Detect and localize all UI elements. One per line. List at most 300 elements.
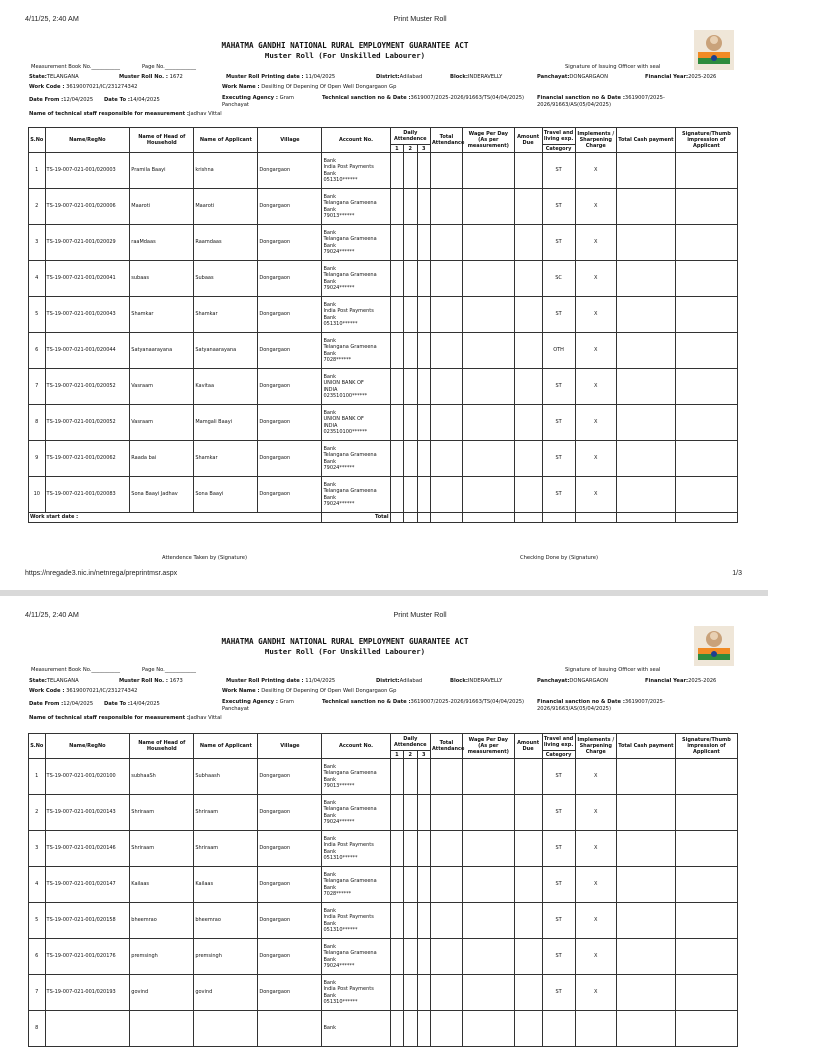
account-line: India Post Payments xyxy=(323,164,374,171)
account-line: Bank xyxy=(323,908,337,915)
row-category: ST xyxy=(542,189,575,225)
print-timestamp: 4/11/25, 2:40 AM xyxy=(25,610,79,619)
row-implements: X xyxy=(575,441,616,477)
col-amount: Amount Due xyxy=(514,734,542,759)
account-line: UNION BANK OF xyxy=(323,416,364,423)
row-implements: X xyxy=(575,795,616,831)
row-implements: X xyxy=(575,369,616,405)
executing-agency-field: Executing Agency : Gram Panchayat xyxy=(222,95,294,108)
row-total-attendance xyxy=(430,441,462,477)
row-sno: 8 xyxy=(29,1011,46,1047)
print-page-title: Print Muster Roll xyxy=(393,14,447,23)
account-line: Bank xyxy=(323,812,337,819)
row-wage xyxy=(462,795,514,831)
row-day-2 xyxy=(404,795,417,831)
row-head-of-household: premsingh xyxy=(130,939,194,975)
row-total-attendance xyxy=(430,903,462,939)
row-implements: X xyxy=(575,975,616,1011)
row-cash xyxy=(616,795,675,831)
col-name-reg: Name/RegNo xyxy=(45,734,130,759)
row-applicant: Kailaas xyxy=(194,867,258,903)
account-line: Telangana Grameena xyxy=(323,488,377,495)
row-day-2 xyxy=(404,903,417,939)
account-line: Bank xyxy=(323,980,337,987)
block-field: Block:INDERAVELLY xyxy=(450,74,503,80)
work-name-field: Work Name : Desilting Of Depening Of Open Well Dongargaon Gp xyxy=(222,688,397,694)
issuing-officer-signature: Signature of Issuing Officer with seal xyxy=(565,667,661,673)
row-wage xyxy=(462,1011,514,1047)
row-applicant: Raamdaas xyxy=(194,225,258,261)
panchayat-field: Panchayat:DONGARGAON xyxy=(537,678,608,684)
row-implements: X xyxy=(575,189,616,225)
row-amount xyxy=(514,1011,542,1047)
table-row xyxy=(29,153,738,189)
row-total-attendance xyxy=(430,225,462,261)
financial-year-field: Financial Year:2025-2026 xyxy=(645,678,717,684)
work-name-field: Work Name : Desilting Of Depening Of Open Well Dongargaon Gp xyxy=(222,84,397,90)
row-day-1 xyxy=(390,153,403,189)
row-applicant: Subhaash xyxy=(194,759,258,795)
row-signature xyxy=(675,261,737,297)
row-wage xyxy=(462,261,514,297)
col-day-3: 3 xyxy=(417,145,430,153)
row-reg-no: TS-19-007-021-001/020158 xyxy=(45,903,130,939)
table-row xyxy=(29,477,738,513)
row-account xyxy=(322,405,390,441)
row-applicant: Satyanaarayana xyxy=(194,333,258,369)
col-category: Category xyxy=(542,751,575,759)
row-head-of-household: Vasraam xyxy=(130,369,194,405)
col-cash: Total Cash payment xyxy=(616,734,675,759)
account-line: Bank xyxy=(323,494,337,501)
row-total-attendance xyxy=(430,1011,462,1047)
account-line: 051310****** xyxy=(323,998,358,1005)
row-total-attendance xyxy=(430,939,462,975)
row-implements: X xyxy=(575,261,616,297)
row-category: ST xyxy=(542,297,575,333)
total-label: Total xyxy=(322,513,390,523)
row-day-1 xyxy=(390,369,403,405)
account-line: Bank xyxy=(323,944,337,951)
col-cash: Total Cash payment xyxy=(616,128,675,153)
account-line: 051310****** xyxy=(323,320,358,327)
row-amount xyxy=(514,795,542,831)
row-sno: 2 xyxy=(29,189,46,225)
account-line: Telangana Grameena xyxy=(323,200,377,207)
row-applicant: premsingh xyxy=(194,939,258,975)
row-reg-no: TS-19-007-021-001/020044 xyxy=(45,333,130,369)
row-cash xyxy=(616,441,675,477)
row-head-of-household: bheemrao xyxy=(130,903,194,939)
row-day-2 xyxy=(404,225,417,261)
row-head-of-household: Pramila Baayi xyxy=(130,153,194,189)
col-signature: Signature/Thumb impression of Applicant xyxy=(675,128,737,153)
table-row xyxy=(29,261,738,297)
row-reg-no: TS-19-007-021-001/020146 xyxy=(45,831,130,867)
row-cash xyxy=(616,297,675,333)
row-village: Dongargaon xyxy=(258,405,322,441)
row-applicant xyxy=(194,1011,258,1047)
row-signature xyxy=(675,441,737,477)
row-cash xyxy=(616,477,675,513)
row-sno: 6 xyxy=(29,939,46,975)
col-implements: Implements / Sharpening Charge xyxy=(575,734,616,759)
account-line: Bank xyxy=(323,884,337,891)
table-row xyxy=(29,939,738,975)
row-day-3 xyxy=(417,903,430,939)
account-line: Telangana Grameena xyxy=(323,344,377,351)
row-cash xyxy=(616,831,675,867)
row-reg-no: TS-19-007-021-001/020176 xyxy=(45,939,130,975)
date-from-field: Date From :12/04/2025 xyxy=(29,97,94,103)
row-account xyxy=(322,225,390,261)
account-line: India Post Payments xyxy=(323,914,374,921)
row-signature xyxy=(675,369,737,405)
row-village: Dongargaon xyxy=(258,441,322,477)
col-travel: Travel and living exp. xyxy=(542,734,575,751)
row-village xyxy=(258,1011,322,1047)
row-sno: 7 xyxy=(29,975,46,1011)
row-reg-no: TS-19-007-021-001/020041 xyxy=(45,261,130,297)
table-row xyxy=(29,441,738,477)
row-head-of-household: Shamkar xyxy=(130,297,194,333)
row-wage xyxy=(462,297,514,333)
row-category: ST xyxy=(542,153,575,189)
table-row xyxy=(29,867,738,903)
col-total-attendance: Total Attendance xyxy=(430,734,462,759)
table-row xyxy=(29,189,738,225)
row-account xyxy=(322,1011,390,1047)
row-implements: X xyxy=(575,297,616,333)
row-wage xyxy=(462,975,514,1011)
row-account xyxy=(322,441,390,477)
row-signature xyxy=(675,759,737,795)
account-line: Bank xyxy=(323,338,337,345)
row-amount xyxy=(514,297,542,333)
row-day-3 xyxy=(417,297,430,333)
row-amount xyxy=(514,405,542,441)
block-field: Block:INDERAVELLY xyxy=(450,678,503,684)
row-total-attendance xyxy=(430,867,462,903)
row-wage xyxy=(462,903,514,939)
row-amount xyxy=(514,903,542,939)
row-category: ST xyxy=(542,903,575,939)
row-account xyxy=(322,261,390,297)
row-implements: X xyxy=(575,759,616,795)
account-line: Bank xyxy=(323,302,337,309)
account-line: Bank xyxy=(323,458,337,465)
row-day-2 xyxy=(404,261,417,297)
account-line: INDIA xyxy=(323,422,338,429)
panchayat-field: Panchayat:DONGARGAON xyxy=(537,74,608,80)
row-signature xyxy=(675,333,737,369)
account-line: India Post Payments xyxy=(323,986,374,993)
row-signature xyxy=(675,225,737,261)
print-page-2 xyxy=(0,596,768,1032)
date-from-field: Date From :12/04/2025 xyxy=(29,701,94,707)
account-line: Telangana Grameena xyxy=(323,878,377,885)
date-to-field: Date To :14/04/2025 xyxy=(104,97,160,103)
row-category: ST xyxy=(542,975,575,1011)
row-sno: 3 xyxy=(29,225,46,261)
account-line: 79013****** xyxy=(323,782,355,789)
row-reg-no: TS-19-007-021-001/020052 xyxy=(45,369,130,405)
financial-sanction-field: Financial sanction no & Date :3619007/2025-2026/91663/AS(05/04/2025) xyxy=(537,95,665,108)
row-applicant: govind xyxy=(194,975,258,1011)
row-wage xyxy=(462,189,514,225)
col-name-reg: Name/RegNo xyxy=(45,128,130,153)
row-sno: 3 xyxy=(29,831,46,867)
account-line: 79024****** xyxy=(323,284,355,291)
row-cash xyxy=(616,903,675,939)
account-line: Bank xyxy=(323,872,337,879)
account-line: 051310****** xyxy=(323,176,358,183)
row-cash xyxy=(616,405,675,441)
row-head-of-household: Kailaas xyxy=(130,867,194,903)
row-category: ST xyxy=(542,759,575,795)
district-field: District:Adilabad xyxy=(376,678,423,684)
row-day-3 xyxy=(417,189,430,225)
row-applicant: Shamkar xyxy=(194,297,258,333)
account-line: Bank xyxy=(323,776,337,783)
row-account xyxy=(322,477,390,513)
row-category: ST xyxy=(542,441,575,477)
account-line: Bank xyxy=(323,314,337,321)
account-line: Bank xyxy=(323,278,337,285)
account-line: Bank xyxy=(323,848,337,855)
col-head: Name of Head of Household xyxy=(130,734,194,759)
state-field: State:TELANGANA xyxy=(29,74,79,80)
row-wage xyxy=(462,441,514,477)
row-head-of-household: subhaaSh xyxy=(130,759,194,795)
row-day-3 xyxy=(417,261,430,297)
account-line: Bank xyxy=(323,956,337,963)
measurement-book: Measurement Book No.___________ xyxy=(31,667,120,673)
row-sno: 2 xyxy=(29,795,46,831)
account-line: Telangana Grameena xyxy=(323,236,377,243)
account-line: 023510100****** xyxy=(323,392,368,399)
row-implements xyxy=(575,1011,616,1047)
table-row xyxy=(29,903,738,939)
row-signature xyxy=(675,867,737,903)
account-line: Bank xyxy=(323,992,337,999)
row-signature xyxy=(675,939,737,975)
row-total-attendance xyxy=(430,261,462,297)
row-signature xyxy=(675,405,737,441)
row-applicant: bheemrao xyxy=(194,903,258,939)
row-head-of-household: Raada bai xyxy=(130,441,194,477)
attendance-signature: Attendence Taken by (Signature) xyxy=(162,555,247,561)
print-timestamp: 4/11/25, 2:40 AM xyxy=(25,14,79,23)
row-category xyxy=(542,1011,575,1047)
row-day-1 xyxy=(390,903,403,939)
col-signature: Signature/Thumb impression of Applicant xyxy=(675,734,737,759)
row-total-attendance xyxy=(430,975,462,1011)
col-amount: Amount Due xyxy=(514,128,542,153)
row-day-2 xyxy=(404,369,417,405)
account-line: India Post Payments xyxy=(323,842,374,849)
col-day-3: 3 xyxy=(417,751,430,759)
row-village: Dongargaon xyxy=(258,297,322,333)
account-line: Telangana Grameena xyxy=(323,452,377,459)
row-head-of-household: Vasraam xyxy=(130,405,194,441)
col-daily-attendance: Daily Attendence xyxy=(390,734,430,751)
account-line: Bank xyxy=(323,158,337,165)
col-implements: Implements / Sharpening Charge xyxy=(575,128,616,153)
muster-no-field: Muster Roll No. : 1673 xyxy=(119,678,183,684)
account-line: Bank xyxy=(323,410,337,417)
row-amount xyxy=(514,153,542,189)
row-village: Dongargaon xyxy=(258,867,322,903)
account-line: Bank xyxy=(323,482,337,489)
row-category: ST xyxy=(542,405,575,441)
page-no: Page No.____________ xyxy=(142,64,196,70)
row-sno: 1 xyxy=(29,759,46,795)
row-category: ST xyxy=(542,477,575,513)
row-day-3 xyxy=(417,333,430,369)
col-applicant: Name of Applicant xyxy=(194,128,258,153)
row-total-attendance xyxy=(430,333,462,369)
account-line: Bank xyxy=(323,836,337,843)
row-cash xyxy=(616,261,675,297)
row-cash xyxy=(616,225,675,261)
row-day-1 xyxy=(390,975,403,1011)
row-sno: 4 xyxy=(29,261,46,297)
account-line: Bank xyxy=(323,242,337,249)
row-village: Dongargaon xyxy=(258,831,322,867)
row-wage xyxy=(462,939,514,975)
row-applicant: Shriraam xyxy=(194,831,258,867)
row-day-1 xyxy=(390,831,403,867)
row-amount xyxy=(514,867,542,903)
muster-roll-table xyxy=(28,733,738,1047)
col-village: Village xyxy=(258,734,322,759)
row-cash xyxy=(616,333,675,369)
row-village: Dongargaon xyxy=(258,903,322,939)
row-day-3 xyxy=(417,477,430,513)
account-line: UNION BANK OF xyxy=(323,380,364,387)
row-day-2 xyxy=(404,441,417,477)
col-category: Category xyxy=(542,145,575,153)
row-account xyxy=(322,939,390,975)
date-to-field: Date To :14/04/2025 xyxy=(104,701,160,707)
col-sno: S.No xyxy=(29,128,46,153)
row-sno: 4 xyxy=(29,867,46,903)
row-amount xyxy=(514,831,542,867)
row-village: Dongargaon xyxy=(258,795,322,831)
row-sno: 9 xyxy=(29,441,46,477)
row-implements: X xyxy=(575,405,616,441)
row-implements: X xyxy=(575,867,616,903)
checking-signature: Checking Done by (Signature) xyxy=(520,555,599,561)
row-sno: 5 xyxy=(29,297,46,333)
account-line: 051310****** xyxy=(323,854,358,861)
row-total-attendance xyxy=(430,189,462,225)
account-line: 79024****** xyxy=(323,962,355,969)
row-applicant: Mamgali Baayi xyxy=(194,405,258,441)
row-day-1 xyxy=(390,405,403,441)
row-day-2 xyxy=(404,1011,417,1047)
row-cash xyxy=(616,867,675,903)
row-applicant: Maaroti xyxy=(194,189,258,225)
row-day-2 xyxy=(404,867,417,903)
row-day-3 xyxy=(417,867,430,903)
col-day-2: 2 xyxy=(404,751,417,759)
account-line: Bank xyxy=(323,194,337,201)
row-sno: 1 xyxy=(29,153,46,189)
row-account xyxy=(322,867,390,903)
row-day-3 xyxy=(417,153,430,189)
account-line: Bank xyxy=(323,266,337,273)
row-applicant: Sona Baayi xyxy=(194,477,258,513)
row-implements: X xyxy=(575,939,616,975)
row-signature xyxy=(675,297,737,333)
technical-sanction-field: Technical sanction no & Date :3619007/2025-2026/91663/TS(04/04/2025) xyxy=(322,95,525,101)
print-page-number: 1/3 xyxy=(732,570,742,577)
account-line: Bank xyxy=(323,446,337,453)
col-total-attendance: Total Attendance xyxy=(430,128,462,153)
row-head-of-household: subaas xyxy=(130,261,194,297)
row-implements: X xyxy=(575,477,616,513)
account-line: Telangana Grameena xyxy=(323,770,377,777)
account-line: Telangana Grameena xyxy=(323,950,377,957)
account-line: 7028****** xyxy=(323,890,352,897)
executing-agency-field: Executing Agency : Gram Panchayat xyxy=(222,699,294,712)
row-sno: 7 xyxy=(29,369,46,405)
col-sno: S.No xyxy=(29,734,46,759)
row-day-2 xyxy=(404,975,417,1011)
row-account xyxy=(322,189,390,225)
print-page-title: Print Muster Roll xyxy=(393,610,447,619)
row-village: Dongargaon xyxy=(258,153,322,189)
col-day-1: 1 xyxy=(390,145,403,153)
row-day-1 xyxy=(390,867,403,903)
row-village: Dongargaon xyxy=(258,261,322,297)
row-reg-no: TS-19-007-021-001/020006 xyxy=(45,189,130,225)
printing-date-field: Muster Roll Printing date : 11/04/2025 xyxy=(226,74,336,80)
row-signature xyxy=(675,831,737,867)
account-line: Bank xyxy=(323,800,337,807)
row-day-2 xyxy=(404,759,417,795)
row-village: Dongargaon xyxy=(258,333,322,369)
row-sno: 6 xyxy=(29,333,46,369)
row-day-3 xyxy=(417,975,430,1011)
table-row xyxy=(29,333,738,369)
row-wage xyxy=(462,369,514,405)
financial-year-field: Financial Year:2025-2026 xyxy=(645,74,717,80)
row-village: Dongargaon xyxy=(258,369,322,405)
row-amount xyxy=(514,759,542,795)
muster-roll-table xyxy=(28,127,738,523)
account-line: 79024****** xyxy=(323,818,355,825)
row-day-3 xyxy=(417,405,430,441)
row-village: Dongargaon xyxy=(258,975,322,1011)
row-amount xyxy=(514,975,542,1011)
row-account xyxy=(322,369,390,405)
row-day-3 xyxy=(417,759,430,795)
row-day-2 xyxy=(404,153,417,189)
row-reg-no: TS-19-007-021-001/020143 xyxy=(45,795,130,831)
row-cash xyxy=(616,369,675,405)
col-day-1: 1 xyxy=(390,751,403,759)
row-day-1 xyxy=(390,189,403,225)
row-category: ST xyxy=(542,369,575,405)
row-village: Dongargaon xyxy=(258,189,322,225)
row-account xyxy=(322,759,390,795)
row-category: ST xyxy=(542,795,575,831)
table-row xyxy=(29,369,738,405)
row-reg-no: TS-19-007-021-001/020083 xyxy=(45,477,130,513)
